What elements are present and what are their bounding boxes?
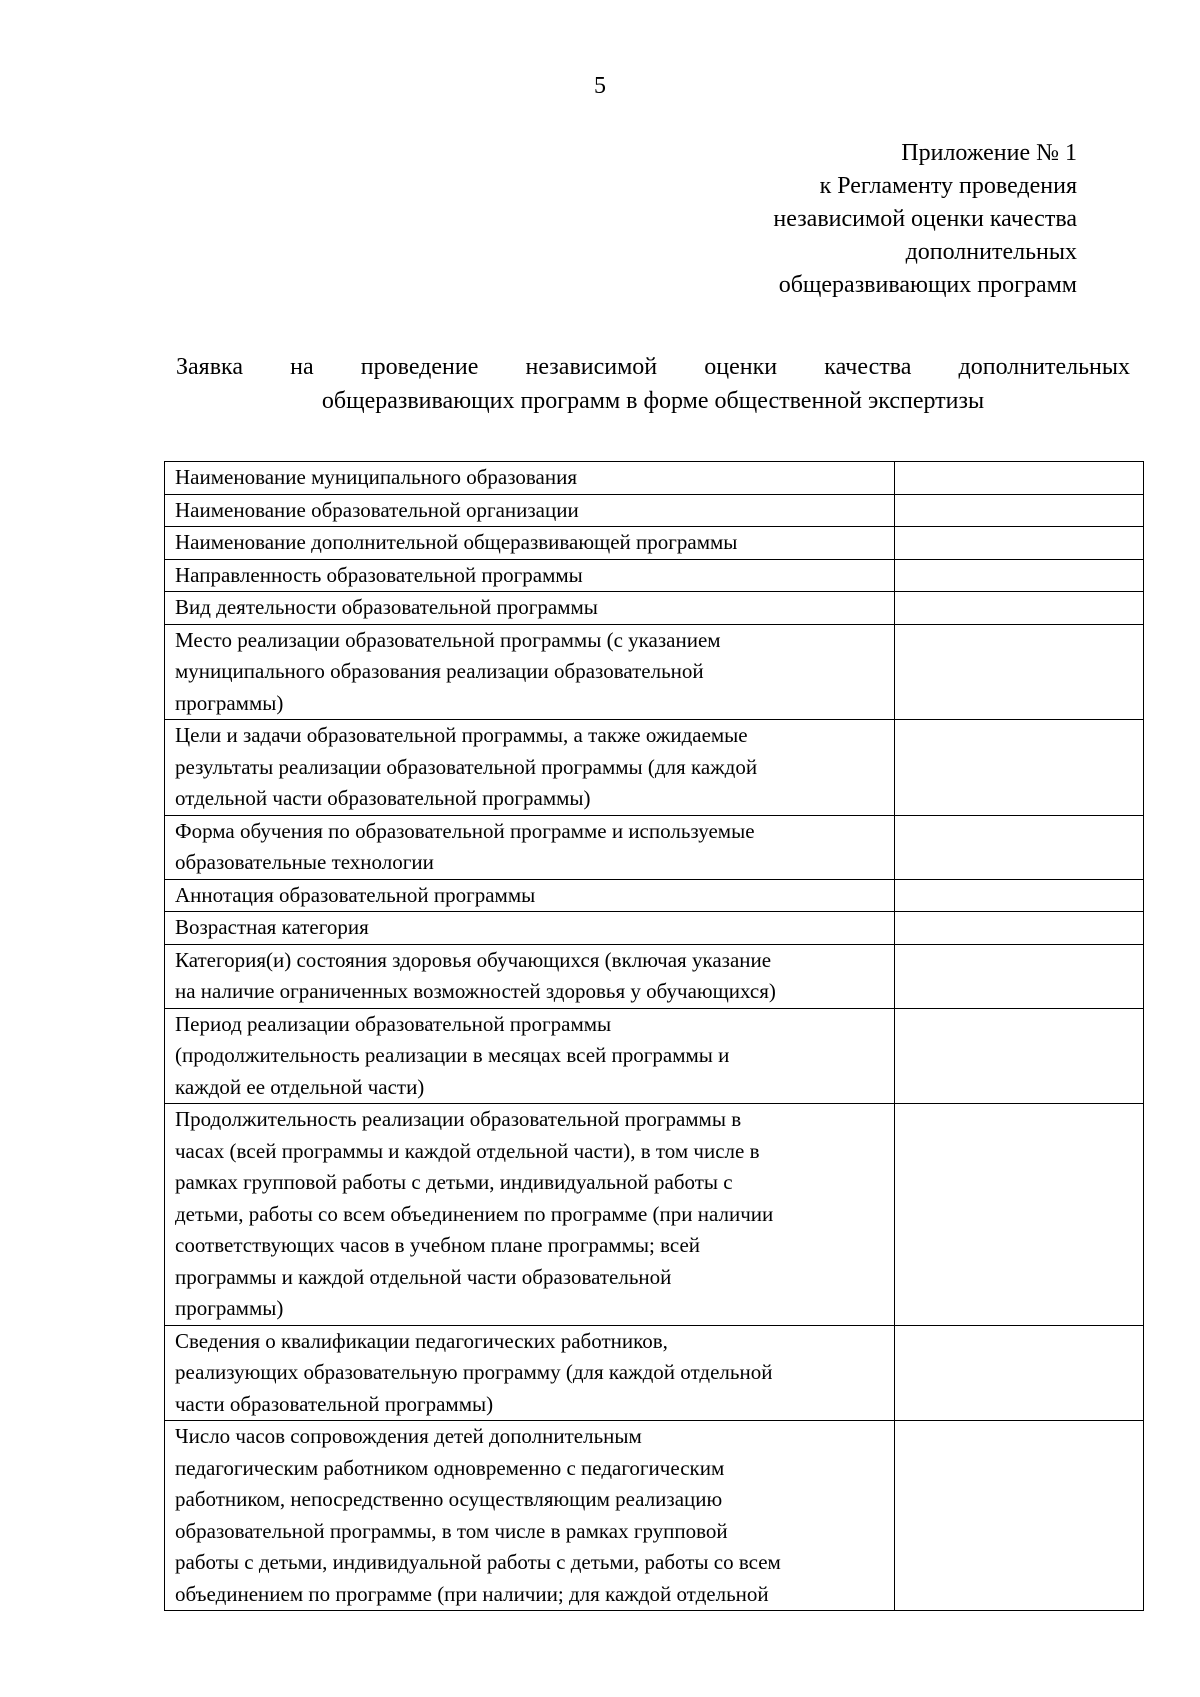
table-row xyxy=(165,1104,1144,1326)
field-label-line: Аннотация образовательной программы xyxy=(175,882,536,907)
field-label-line: Вид деятельности образовательной программы xyxy=(175,595,598,619)
field-label-line: образовательные технологии xyxy=(175,850,434,874)
field-label-line: Форма обучения по образовательной программе и используемые xyxy=(175,818,755,843)
field-label-line: Период реализации образовательной программы xyxy=(175,1011,612,1036)
field-value-cell[interactable] xyxy=(895,944,1144,1008)
field-label-line: программы) xyxy=(175,1296,284,1320)
field-value-cell[interactable] xyxy=(895,1421,1144,1611)
table-row xyxy=(165,1325,1144,1421)
field-label-line: Место реализации образовательной программы (с указанием xyxy=(175,627,721,652)
field-label-line: муниципального образования реализации образовательной xyxy=(175,659,704,683)
field-label-cell xyxy=(165,1104,895,1326)
table-row xyxy=(165,1421,1144,1611)
field-value-cell[interactable] xyxy=(895,1325,1144,1421)
field-value-cell[interactable] xyxy=(895,1104,1144,1326)
field-label-line: образовательной программы, в том числе в рамках групповой xyxy=(175,1518,728,1543)
field-label-line: программы и каждой отдельной части образовательной xyxy=(175,1264,672,1289)
table-row xyxy=(165,720,1144,816)
field-label-cell xyxy=(165,944,895,1008)
appendix-header xyxy=(773,137,1077,302)
table-row xyxy=(165,462,1144,495)
form-table-body xyxy=(165,462,1144,1611)
table-row xyxy=(165,944,1144,1008)
field-label-line: Число часов сопровождения детей дополнительным xyxy=(175,1424,642,1448)
table-row xyxy=(165,815,1144,879)
table-row xyxy=(165,527,1144,560)
field-label-cell xyxy=(165,624,895,720)
appendix-line: к Регламенту проведения xyxy=(819,173,1077,199)
table-row xyxy=(165,624,1144,720)
field-label-line: отдельной части образовательной программы) xyxy=(175,786,591,810)
field-label-line: Цели и задачи образовательной программы, а также ожидаемые xyxy=(175,723,748,747)
page-number: 5 xyxy=(594,73,606,99)
field-label-line: Наименование дополнительной общеразвивающей программы xyxy=(175,530,738,554)
table-row xyxy=(165,592,1144,625)
table-row xyxy=(165,1008,1144,1104)
field-value-cell[interactable] xyxy=(895,527,1144,560)
field-label-line: педагогическим работником одновременно с педагогическим xyxy=(175,1455,725,1480)
field-label-line: работником, непосредственно осуществляющим реализацию xyxy=(175,1487,723,1511)
field-label-cell xyxy=(165,559,895,592)
table-row xyxy=(165,559,1144,592)
field-label-cell xyxy=(165,815,895,879)
field-label-cell xyxy=(165,720,895,816)
field-label-line: на наличие ограниченных возможностей здоровья у обучающихся) xyxy=(175,979,776,1003)
field-label-cell xyxy=(165,1325,895,1421)
field-label-line: (продолжительность реализации в месяцах всей программы и xyxy=(175,1043,730,1067)
field-label-line: реализующих образовательную программу (для каждой отдельной xyxy=(175,1360,773,1384)
field-label-cell xyxy=(165,527,895,560)
field-label-line: Продолжительность реализации образовательной программы в xyxy=(175,1107,742,1131)
field-value-cell[interactable] xyxy=(895,494,1144,527)
field-label-cell xyxy=(165,462,895,495)
field-value-cell[interactable] xyxy=(895,559,1144,592)
field-label-cell xyxy=(165,1008,895,1104)
field-label-line: детьми, работы со всем объединением по программе (при наличии xyxy=(175,1201,774,1226)
field-label-line: соответствующих часов в учебном плане программы; всей xyxy=(175,1233,701,1257)
field-value-cell[interactable] xyxy=(895,912,1144,945)
table-row xyxy=(165,912,1144,945)
field-value-cell[interactable] xyxy=(895,592,1144,625)
field-label-cell xyxy=(165,494,895,527)
field-label-line: каждой ее отдельной части) xyxy=(175,1074,425,1099)
field-label-line: Категория(и) состояния здоровья обучающихся (включая указание xyxy=(175,947,772,972)
field-label-cell xyxy=(165,1421,895,1611)
field-label-cell xyxy=(165,912,895,945)
field-value-cell[interactable] xyxy=(895,815,1144,879)
field-label-line: части образовательной программы) xyxy=(175,1391,494,1416)
table-row xyxy=(165,879,1144,912)
field-label-line: Направленность образовательной программы xyxy=(175,562,583,587)
document-title-line: Заявка на проведение независимой оценки качества дополнительных xyxy=(176,354,1130,380)
appendix-line: Приложение № 1 xyxy=(901,140,1077,166)
field-label-line: рамках групповой работы с детьми, индивидуальной работы с xyxy=(175,1170,733,1194)
field-label-line: Возрастная категория xyxy=(175,915,369,939)
field-label-line: программы) xyxy=(175,690,284,715)
field-value-cell[interactable] xyxy=(895,720,1144,816)
field-label-line: результаты реализации образовательной программы (для каждой xyxy=(175,754,758,779)
field-label-line: работы с детьми, индивидуальной работы с детьми, работы со всем xyxy=(175,1550,781,1574)
field-value-cell[interactable] xyxy=(895,624,1144,720)
document-title xyxy=(176,350,1130,418)
field-label-cell xyxy=(165,879,895,912)
field-value-cell[interactable] xyxy=(895,1008,1144,1104)
appendix-line: общеразвивающих программ xyxy=(778,272,1077,298)
field-label-line: Сведения о квалификации педагогических работников, xyxy=(175,1328,668,1353)
appendix-line: дополнительных xyxy=(905,239,1077,265)
field-label-line: Наименование образовательной организации xyxy=(175,497,579,522)
field-label-line: объединением по программе (при наличии; для каждой отдельной xyxy=(175,1581,769,1606)
document-title-line: общеразвивающих программ в форме общественной экспертизы xyxy=(321,388,985,414)
field-label-line: часах (всей программы и каждой отдельной части), в том числе в xyxy=(175,1138,760,1163)
field-label-line: Наименование муниципального образования xyxy=(175,465,577,489)
field-value-cell[interactable] xyxy=(895,879,1144,912)
application-form-table xyxy=(164,461,1144,1611)
field-label-cell xyxy=(165,592,895,625)
field-value-cell[interactable] xyxy=(895,462,1144,495)
table-row xyxy=(165,494,1144,527)
appendix-line: независимой оценки качества xyxy=(773,206,1077,232)
